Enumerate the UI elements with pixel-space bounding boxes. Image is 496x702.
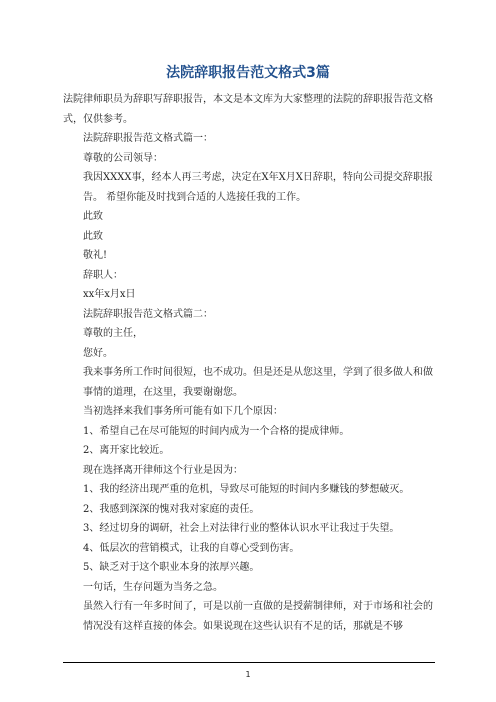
paragraph: 尊敬的主任， — [83, 328, 143, 339]
paragraph: xx年x月x日 — [83, 289, 136, 300]
paragraph: 此致 — [83, 230, 103, 242]
paragraph: 敬礼! — [83, 250, 108, 261]
page-number: 1 — [245, 670, 251, 679]
paragraph: 1、我的经济出现严重的危机，导致尽可能短的时间内多赚钱的梦想破灭。 — [83, 484, 410, 495]
paragraph: 当初选择来我们事务所可能有如下几个原因： — [83, 406, 283, 417]
paragraph: 尊敬的公司领导： — [83, 152, 163, 164]
paragraph: 您好。 — [83, 347, 113, 359]
paragraph: 5、缺乏对于这个职业本身的浓厚兴趣。 — [83, 562, 260, 573]
paragraph: 2、离开家比较近。 — [83, 445, 170, 456]
document-body — [63, 90, 435, 636]
paragraph: 法院律师职员为辞职写辞职报告，本文是本文库为大家整理的法院的辞职报告范文格式，仅供参考。 — [63, 94, 433, 125]
paragraph: 我因XXXX事，经本人再三考虑，决定在X年X月X日辞职，特向公司提交辞职报告。 希望你能及时找到合适的人选接任我的工作。 — [83, 172, 433, 203]
paragraph: 3、经过切身的调研，社会上对法律行业的整体认识水平让我过于失望。 — [83, 523, 400, 534]
paragraph: 4、低层次的营销模式，让我的自尊心受到伤害。 — [83, 542, 300, 554]
paragraph: 法院辞职报告范文格式篇一： — [83, 133, 213, 144]
paragraph: 法院辞职报告范文格式篇二： — [83, 308, 213, 320]
paragraph: 一句话，生存问题为当务之急。 — [83, 581, 223, 593]
paragraph: 2、我感到深深的愧对我对家庭的责任。 — [83, 503, 260, 515]
footer-divider — [63, 662, 435, 663]
paragraph: 我来事务所工作时间很短，也不成功。但是还是从您这里，学到了很多做人和做事情的道理，在这里，我要谢谢您。 — [83, 367, 433, 398]
paragraph: 此致 — [83, 211, 103, 222]
document-title: 法院辞职报告范文格式3篇 — [166, 65, 330, 81]
paragraph: 现在选择离开律师这个行业是因为： — [83, 464, 243, 476]
paragraph: 辞职人： — [83, 269, 123, 281]
paragraph: 1、希望自己在尽可能短的时间内成为一个合格的提成律师。 — [83, 425, 350, 437]
paragraph: 虽然入行有一年多时间了，可是以前一直做的是授薪制律师，对于市场和社会的情况没有这样直接的体会。如果说现在这些认识有不足的话，那就是不够 — [83, 601, 433, 632]
